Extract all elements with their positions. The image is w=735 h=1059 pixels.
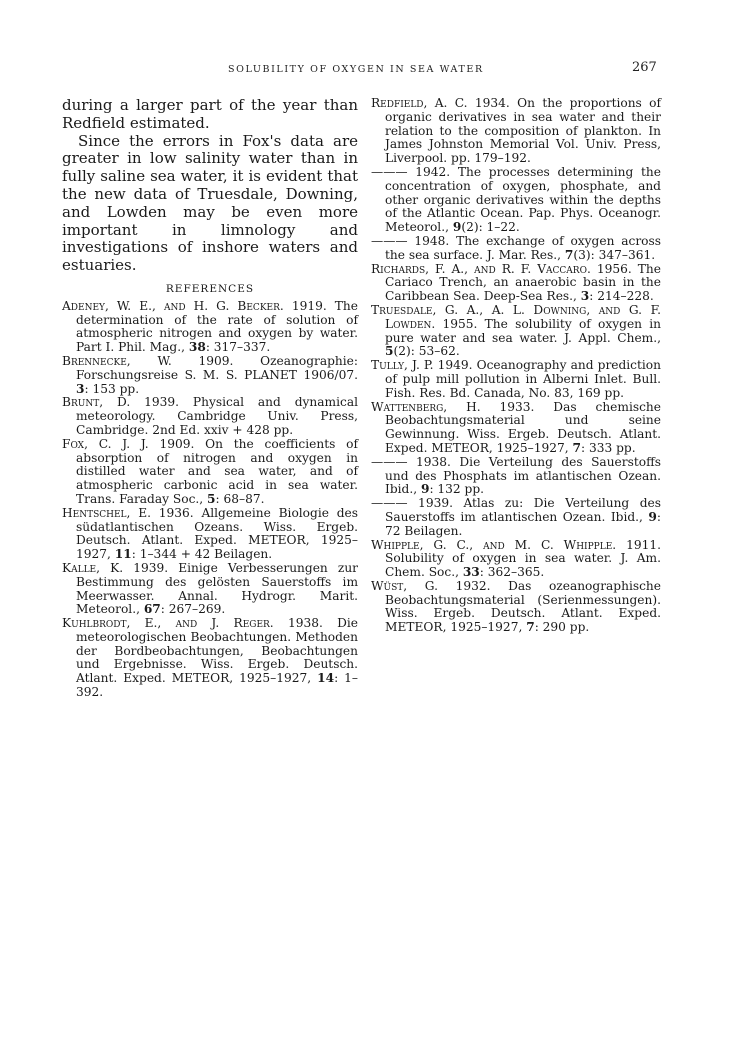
reference-author: Adeney, W. E., and H. G. Becker. [62, 298, 284, 313]
reference-author: ——— [371, 454, 408, 469]
reference-text: 1938. Die meteorologischen Beobachtungen. Methoden der Bordbeobachtungen, Beobachtungen und Ergebnisse. Wiss. Ergeb. Deutsch. Atlant. Exped. METEOR, 1925–1927, [76, 616, 358, 686]
reference-entry [371, 401, 661, 456]
reference-entry [371, 497, 661, 538]
reference-entry [62, 300, 358, 355]
reference-entry [62, 507, 358, 562]
running-title: SOLUBILITY OF OXYGEN IN SEA WATER [228, 64, 484, 75]
reference-volume: 38 [188, 340, 206, 355]
left-column [62, 97, 358, 700]
reference-volume: 7 [572, 440, 582, 455]
reference-text: 1956. The Cariaco Trench, an anaerobic basin in the Caribbean Sea. Deep-Sea Res., [385, 261, 661, 304]
reference-volume: 7 [564, 247, 574, 262]
reference-text: 1948. The exchange of oxygen across the sea surface. J. Mar. Res., [385, 233, 661, 262]
body-paragraph: Since the errors in Fox's data are greater in low salinity water than in fully saline sea water, it is evident that the new data of Truesdale, Downing, and Lowden may be even more important in limnology and investigations of inshore waters and estuaries. [62, 131, 358, 275]
reference-author: Redfield, A. C. [371, 96, 468, 110]
reference-author: Brennecke, W. [62, 353, 172, 368]
reference-author: Truesdale, G. A., A. L. Downing, and G. F. Lowden. [371, 302, 661, 331]
reference-volume: 9 [648, 509, 657, 524]
reference-author: Brunt, D. [62, 395, 131, 410]
reference-entry [62, 355, 358, 396]
reference-pages: : 267–269. [160, 602, 226, 617]
body-paragraph: during a larger part of the year than Redfield estimated. [62, 96, 358, 132]
reference-author: ——— [371, 233, 408, 248]
reference-pages: (2): 53–62. [393, 344, 460, 359]
reference-pages: : 317–337. [205, 340, 271, 355]
reference-entry [371, 166, 661, 235]
reference-text: 1909. On the coefficients of absorption of nitrogen and oxygen in distilled water and sea water, and of atmospheric carbonic acid in sea water. Trans. Faraday Soc., [76, 436, 358, 506]
reference-pages: : 72 Beilagen. [385, 509, 661, 538]
reference-pages: : 132 pp. [429, 482, 485, 497]
reference-author: Richards, F. A., and R. F. Vaccaro. [371, 261, 591, 276]
reference-text: 1938. Die Verteilung des Sauerstoffs und des Phosphats im atlantischen Ozean. Ibid., [385, 454, 661, 497]
reference-text: 1932. Das ozeanographische Beobachtungsmaterial (Serienmessungen). Wiss. Ergeb. Deutsch. Atlant. Exped. METEOR, 1925–1927, [385, 578, 661, 635]
reference-entry [62, 562, 358, 617]
reference-author: Tully, J. P. [371, 358, 434, 373]
reference-text: 1955. The solubility of oxygen in pure water and sea water. J. Appl. Chem., [385, 316, 661, 345]
reference-volume: 67 [143, 602, 161, 617]
reference-entry [371, 97, 661, 166]
reference-author: Kalle, K. [62, 560, 124, 575]
reference-entry [371, 539, 661, 580]
reference-volume: 3 [580, 289, 590, 304]
reference-text: 1911. Solubility of oxygen in sea water. J. Am. Chem. Soc., [385, 537, 661, 580]
reference-entry [371, 235, 661, 263]
reference-entry [371, 263, 661, 304]
reference-author: ——— [371, 496, 408, 511]
reference-author: Whipple, G. C., and M. C. Whipple. [371, 537, 617, 552]
reference-volume: 9 [420, 482, 430, 497]
reference-text: 1939. Physical and dynamical meteorology. Cambridge Univ. Press, Cambridge. 2nd Ed. xxiv + 428 pp. [76, 395, 358, 437]
reference-text: 1939. Einige Verbesserungen zur Bestimmung des gelösten Sauerstoffs im Meerwasser. Annal. Hydrogr. Marit. Meteorol., [76, 560, 358, 617]
reference-entry [62, 617, 358, 700]
reference-list-left [62, 300, 358, 700]
reference-volume: 33 [462, 565, 480, 580]
reference-author: Hentschel, E. [62, 505, 151, 520]
reference-pages: : 153 pp. [84, 381, 140, 396]
reference-volume: 3 [76, 381, 85, 396]
reference-volume: 5 [207, 491, 216, 506]
reference-entry [371, 304, 661, 359]
references-heading: REFERENCES [165, 282, 255, 295]
reference-entry [371, 359, 661, 400]
reference-entry [62, 396, 358, 437]
reference-pages: : 214–228. [589, 289, 654, 304]
reference-volume: 14 [317, 671, 335, 686]
reference-pages: (3): 347–361. [573, 247, 656, 262]
reference-text: 1942. The processes determining the concentration of oxygen, phosphate, and other organic derivatives within the depths of the Atlantic Ocean. Pap. Phys. Oceanogr. Meteorol., [385, 164, 661, 235]
reference-pages: : 1–344 + 42 Beilagen. [131, 547, 273, 562]
reference-entry [371, 456, 661, 497]
reference-volume: 7 [526, 620, 535, 635]
reference-text: 1936. Allgemeine Biologie des südatlantischen Ozeans. Wiss. Ergeb. Deutsch. Atlant. Exped. METEOR, 1925–1927, [76, 505, 358, 562]
reference-volume: 11 [114, 547, 132, 562]
reference-pages: : 362–365. [479, 565, 545, 580]
reference-author: Kuhlbrodt, E., and J. Reger. [62, 616, 274, 631]
reference-pages: : 1–392. [76, 671, 359, 700]
reference-volume: 5 [385, 344, 394, 359]
reference-author: Wüst, G. [371, 578, 438, 593]
reference-entry [371, 580, 661, 635]
reference-text: 1909. Ozeanographie: Forschungsreise S. M. S. PLANET 1906/07. [76, 353, 358, 382]
reference-pages: : 68–87. [215, 491, 265, 506]
reference-pages: : 333 pp. [581, 440, 636, 455]
reference-author: ——— [371, 164, 408, 179]
reference-list-right [371, 97, 661, 635]
reference-author: Fox, C. J. J. [62, 436, 149, 451]
reference-entry [62, 438, 358, 507]
reference-text: 1949. Oceanography and prediction of pulp mill pollution in Alberni Inlet. Bull. Fish. Res. Bd. Canada, No. 83, 169 pp. [385, 358, 661, 400]
reference-pages: (2): 1–22. [461, 220, 520, 235]
reference-pages: : 290 pp. [534, 620, 590, 635]
reference-text: 1934. On the proportions of organic derivatives in sea water and their relation to the composition of plankton. In James Johnston Memorial Vol. Univ. Press, Liverpool. pp. 179–192. [385, 96, 662, 166]
page-number: 267 [632, 60, 657, 75]
reference-volume: 9 [452, 220, 462, 235]
reference-author: Wattenberg, H. [371, 399, 481, 414]
reference-text: 1919. The determination of the rate of solution of atmospheric nitrogen and oxygen by water. Part I. Phil. Mag., [76, 298, 358, 355]
reference-text: 1939. Atlas zu: Die Verteilung des Sauerstoffs im atlantischen Ozean. Ibid., [385, 496, 661, 524]
reference-text: 1933. Das chemische Beobachtungsmaterial und seine Gewinnung. Wiss. Ergeb. Deutsch. Atlant. Exped. METEOR, 1925–1927, [385, 399, 661, 455]
right-column [371, 97, 661, 635]
